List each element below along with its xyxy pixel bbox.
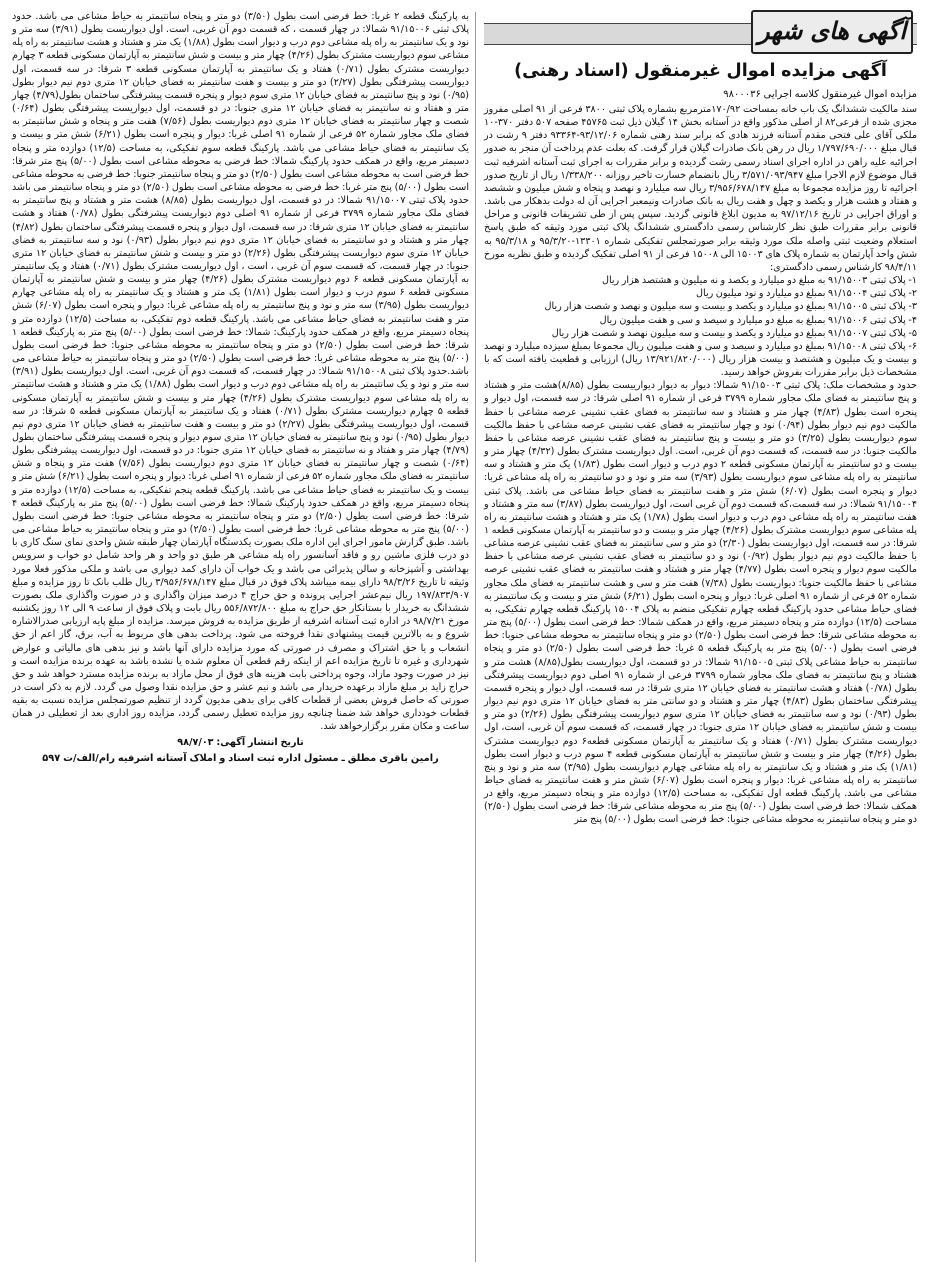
page-title: آگهی مزایده اموال غیرمنقول (اسناد رهنی)	[514, 61, 887, 81]
list-item: ۵- پلاک ثبتی ۹۱/۱۵۰۰۷ بمبلغ دو میلیارد و یکصد و بیست و سه میلیون نهصد و شصت هزار ریال	[551, 327, 917, 339]
body-paragraph: حدود و مشخصات ملک: پلاک ثبتی ۹۱/۱۵۰۰۳ شمالا: دیوار به دیوار دیوارییست بطول (۸/۸۵)هشت متر و هشتاد و پنج سانتیمتر به فضای ملک مجاور شماره ۳۷۹۹ فرعی از شماره ۹۱ اصلی شرقا: در سه قسمت، اول دیوار و پنجره است بطول (۴/۸۳) چهار متر و هشتاد و سه سانتیمتر به فضای عقب نشینی عرصه مشاعی با حفظ مالکیت دوم نیم دیوار بطول (۰/۹۴) نود و چهار سانتیمتر به فضای عقب نشینی عرصه مشاعی با حفظ مالکیت سوم دیواریست بطول (۳/۲۵) دو متر و بیست و پنج سانتیمتر به فضای عقب نشینی عرصه مشاعی با حفظ مالکیت جنوبا: در سه قسمت، که قسمت دوم آن غربی، است. اول دیواریست مشترک بطول (۴/۳۲) چهار متر و بیست و دو سانتیمتر به آپارتمان مسکونی قطعه ۲ دوم درب و دیوار است بطول (۱/۸۳) یک متر و هشتاد و سه سانتیمتر به راه پله مشاعی سوم دیواریست بطول (۳/۹۳) سه متر و نود و دو سانتیمتر به راه پله مشاعی غربا: دیوار و پنجره است بطول (۶/۰۷) شش متر و هفت سانتیمتر به فضای حیاط مشاعی می باشد. پلاک ثبتی ۹۱/۱۵۰۰۴ شمالا: در سه قسمت،که قسمت دوم آن غربی است، اول دیواریست بطول (۳/۸۷) سه متر و هشتاد و هفت سانتیمتر به راه پله مشاعی دوم درب و دیوار است بطول (۱/۷۸) یک متر و هشتاد و هشت سانتیمتر به راه پله مشاعی سوم دیواریست مشترک بطول (۴/۲۶) چهار متر و بیست و دو سانتیمتر به آپارتمان مسکونی قطعه ۱ شرقا: در سه قسمت، اول دیواریست بطول (۲/۳۰) دو متر و سی سانتیمتر به فضای عقب نشینی عرصه مشاعی با حفظ مالکیت دوم نیم دیوار بطول (۰/۹۲) نود و دو سانتیمتر به فضای عقب نشینی عرصه مشاعی با حفظ مالکیت سوم دیوار و پنجره است بطول (۴/۷۷) چهار متر و هشتاد و هفت سانتیمتر به فضای عقب نشینی عرصه مشاعی با حفظ مالکیت جنوبا: دیواریست بطول (۷/۳۸) هفت متر و سی و هشت سانتیمتر به فضای ملک مجاور شماره ۵۲ فرعی از شماره ۹۱ اصلی غربا: دیوار و پنجره است بطول (۶/۲۱) شش متر و بیست و یک سانتیمتر به فضای حیاط مشاعی حدود پارکینگ قطعه چهارم تفکیکی منضم به پلاک ۱۵۰۰۴ پارکینگ قطعه چهارم تفکیکی، به مساحت (۱۲/۵) دوازده متر و پنجاه دسیمتر مربع، واقع در همکف شمالا: خط فرضی است بطول (۵/۰۰) پنج متر به محوطه مشاعی شرقا: خط فرضی است بطول (۲/۵۰) دو متر و پنجاه سانتیمتر به محوطه مشاعی جنوبا: خط فرضی است بطول (۵/۰۰) پنج متر به پارکینگ قطعه ۵ غربا: خط فرضی است بطول (۲/۵۰) دو متر و پنجاه سانتیمتر به حیاط مشاعی پلاک ثبتی ۹۱/۱۵۰۰۵ شمالا: در دو قسمت، اول دیواریست بطول(۸/۸۵) هشت متر و هشتاد و پنج سانتیمتر به فضای ملک مجاور شماره ۳۷۹۹ فرعی از شماره ۹۱ اصلی دوم دیواریست پیشرفتگی بطول (۰/۷۸) هفتاد و هشت سانتیمتر به فضای خیابان ۱۲ متری شرقا: در سه قسمت، اول دیوار و پنجره قسمت پیشرفتگی ساختمان بطول (۴/۸۳) چهار متر و هشتاد و دو سانتی متر به فضای خیابان ۱۲ متری دوم نیم دیوار بطول (۰/۹۳) نود و سه سانتیمتر به فضای خیابان ۱۲ متری سوم دیواریست پیشرفتگی بطول (۲/۲۶) دو متر و بیست و شش سانتیمتر به فضای خیابان ۱۲ متری جنوبا: در چهار قسمت، که قسمت سوم آن غربی، است، اول دیواریست مشترک بطول (۰/۷۱) هفتاد و یک سانتیمتر به آپارتمان مسکونی قطعه۶ دوم دیواریست مشترک بطول (۴/۲۶) چهار متر و بیست و شش سانتیمتر به آپارتمان مسکونی قطعه ۴ سوم درب و دیوار است بطول (۱/۸۱) یک متر و هشتاد و یک سانتیمتر به راه پله مشاعی چهارم دیواریست بطول (۳/۹۵) سه متر و نود و پنج سانتیمتر به راه پله مشاعی غربا: دیوار و پنجره است بطول (۶/۰۷) شش متر و هفت سانتیمتر به فضای حیاط مشاعی می باشد. پارکینگ قطعه اول تفکیکی، به مساحت (۱۲/۵) دوازده متر و پنجاه دسیمتر مربع، واقع در همکف شمالا: خط فرضی است بطول (۵/۰۰) پنج متر به محوطه مشاعی شرقا: خط فرضی است بطول (۲/۵۰) دو متر و پنجاه سانتیمتر به محوطه مشاعی جنوبا: خط فرضی است بطول (۵/۰۰) پنج متر	[484, 380, 918, 826]
list-item: ۶- پلاک ثبتی ۹۱/۱۵۰۰۸ بمبلغ دو میلیارد و سیصد و سی و هفت میلیون ریال مجموعا بمبلغ سیزده میلیارد و نهصد و بیست و یک میلیون و هشتصد و بیست هزار ریال (۱۳/۹۲۱/۸۲۰/۰۰۰ ریال) ارزیابی و قطعیت یافته است که با مشخصات ذیل برابر مقررات بفروش خواهد رسید.	[484, 340, 917, 379]
section-banner	[484, 10, 917, 54]
list-item: ۱- پلاک ثبتی ۹۱/۱۵۰۰۳ به مبلغ دو میلیارد و یکصد و نه میلیون و هشتصد هزار ریال	[601, 275, 917, 287]
intro-paragraph: سند مالکیت ششدانگ یک باب خانه بمساحت ۱۷۰/۹۲مترمربع بشماره پلاک ثبتی ۳۸۰۰ فرعی از ۹۱ اصلی مفروز مجزی شده از فرعی۸۲ از اصلی مذکور واقع در آستانه بخش ۱۴ گیلان ذیل ثبت ۴۵۷۶۵ صفحه ۵۰۷ دفتر ۳۷۰-۱۰ ملکی آقای علی فتحی مقدم آستانه فرزند هادی که برابر سند رهنی شماره ۹۳/۱۲/۰۶-۹۳۳۶۴ دفتر ۹ رشت در قبال مبلغ ۱/۷۹۷/۶۹۰/۰۰۰ ریال در رهن بانک صادرات گیلان قرار گرفت. که بعلت عدم پرداخت آن منجر به صدور اجرائیه علیه راهن در اداره اجرای اسناد رسمی رشت گردیده و برابر مقررات به اجرای ثبت آستانه اشرفیه ثبت قبال موضوع لازم الاجرا مبلغ ۳/۵۷۱/۰۹۳/۹۴۷ ریال بانضمام خسارت تاخیر روزانه ۱/۳۳۸/۲۰۰ ریال از تاریخ صدور اجرائیه تا روز مزایده مجموعا به مبلغ ۳/۹۵۶/۶۷۸/۱۴۷ ریال سه میلیارد و نهصد و پنجاه و شش میلیون و ششصد و هفتاد و هشت هزار و یکصد و چهل و هفت ریال به بانک صادرات ونیمعبر اجرایی آن له دولت بدهکار می باشد. و اوراق اجرایی در تاریخ ۹۷/۱۲/۱۶ به مدیون ابلاغ قانونی گردید. سپس پس از طی تشریفات قانونی و مراحل قانونی برابر مقررات طبق نظر کارشناس رسمی دادگستری ششدانگ پلاک ثبتی مورد وثیقه که طبق پاسخ استعلام وضعیت ثبتی واصله ملک مورد وثیقه برابر صورتمجلس تفکیکی شماره ۱۳۳۰۱-۹۵/۳/۲۰ و ۹۵/۳/۱۸ به شش واحد آپارتمان به شماره پلاک های ۱۵۰۰۳ الی ۱۵۰۰۸ فرعی از ۹۱ اصلی تفکیک گردیده و طبق نظریه مورخ ۹۸/۴/۱۱ کارشناس رسمی دادگستری:	[484, 104, 917, 273]
list-item: ۴- پلاک ثبتی ۹۱/۱۵۰۰۶ بمبلغ به مبلغ دو میلیارد و سیصد و سی و هفت میلیون ریال	[599, 314, 917, 326]
right-column	[484, 8, 917, 827]
banner-tag: آگهی های شهر	[751, 10, 913, 54]
list-item: ۳- پلاک ثبتی ۹۱/۱۵۰۰۵ بمبلغ دو میلیارد و یکصد و بیست و سه میلیون و نهصد و شصت هزار ریال	[544, 301, 917, 313]
body-paragraph: به پارکینگ قطعه ۲ غربا: خط فرضی است بطول (۳/۵۰) دو متر و پنجاه سانتیمتر به حیاط مشاعی می باشد. حدود پلاک ثبتی ۹۱/۱۵۰۰۶ شمالا: در چهار قسمت ، که قسمت دوم آن غربی، است. اول دیواریست بطول (۳/۹۱) سه متر و نود و یک سانتیمتر به راه پله مشاعی دوم درب و دیوار است بطول (۱/۸۸) یک متر و هشتاد و هشت سانتیمتر به راه پله مشاعی سوم دیواریست مشترک بطول (۴/۲۶) چهار متر و بیست و شش سانتیمتر به آپارتمان مسکونی قطعه ۳ چهارم دیواریست مشترک بطول (۰/۷۱) هفتاد و یک سانتیمتر به آپارتمان مسکونی قطعه ۳ شرقا: در سه قسمت، اول دیواریست پیشرفتگی بطول (۲/۲۷) دو متر و بیست و هفت سانتیمتر به فضای خیابان ۱۲ متری دوم نیم دیوار بطول (۰/۹۵) نود و پنج سانتیمتر به فضای خیابان ۱۲ متری سوم دیوار و پنجره قسمت پیشرفتگی ساختمان بطول(۴/۷۹) چهار متر و هفتاد و نه سانتیمتر به فضای خیابان ۱۲ متری جنوبا: در دو قسمت، اول دیواریست پیشرفتگی بطول (۰/۶۴) شصت و چهار سانتیمتر به فضای خیابان ۱۲ متری دوم دیواریست بطول (۷/۵۶) هفت متر و پنجاه و شش سانتیمتر به فضای ملک مجاور شماره ۵۲ فرعی از شماره ۹۱ اصلی غربا: دیوار و پنجره است بطول (۶/۲۱) شش متر و بیست و یک سانتیمتر به فضای حیاط مشاعی می باشد. پارکینگ قطعه سوم تفکیکی، به مساحت (۱۲/۵) دوازده متر و پنجاه دسیمتر مربع، واقع در همکف حدود پارکینگ شمالا: خط فرضی به محوطه مشاعی است بطول (۵/۰۰) پنج متر شرقا: خط فرضی است به محوطه مشاعی است بطول (۲/۵۰) دو متر و پنجاه سانتیمتر جنوبا: خط فرضی به محوطه مشاعی است بطول (۵/۰۰) پنج متر غربا: خط فرضی به محوطه مشاعی است بطول (۲/۵۰) دو متر و پنجاه سانتیمتر می باشد حدود پلاک ثبتی ۹۱/۱۵۰۰۷ شمالا: در دو قسمت، اول دیواریست بطول (۸/۸۵) هشت متر و هشتاد و پنج سانتیمتر به فضای ملک مجاور شماره ۳۷۹۹ فرعی از شماره ۹۱ اصلی دوم دیواریست پیشرفتگی بطول (۰/۷۸) هفتاد و هشت سانتیمتر به فضای خیابان ۱۲ متری شرقا: در سه قسمت، اول دیوار و پنجره قسمت پیشرفتگی ساختمان بطول (۴/۸۲) چهار متر و هشتاد و دو سانتیمتر به فضای خیابان ۱۲ متری دوم نیم دیوار بطول (۰/۹۳) نود و سه سانتیمتر به فضای خیابان ۱۲ متری سوم دیواریست پیشرفتگی بطول (۲/۲۶) دو متر و بیست و شش سانتیمتر به فضای خیابان ۱۲ متری جنوبا: در چهار قسمت، که قسمت سوم آن غربی ، است ، اول دیواریست مشترک بطول (۰/۷۱) هفتاد و یک سانتیمتر به آپارتمان مسکونی قطعه ۶ دوم دیواریست مشترک بطول (۴/۲۶) چهار متر و بیست و شش سانتیمتر به آپارتمان مسکونی قطعه ۶ سوم درب و دیوار است بطول (۱/۸۱) یک متر و هشتاد و یک سانتیمتر به راه پله مشاعی چهارم دیواریست بطول (۳/۹۵) سه متر و نود و پنج سانتیمتر به راه پله مشاعی غربا: دیوار و پنجره است بطول (۶/۰۷) شش متر و هفت سانتیمتر به فضای حیاط مشاعی می باشد. پارکینگ قطعه دوم تفکیکی، به مساحت (۱۲/۵) دوازده متر و پنجاه دسیمتر مربع، واقع در همکف حدود پارکینگ: شمالا: خط فرضی است بطول (۵/۰۰) پنج متر به پارکینگ قطعه ۱ شرقا: خط فرضی است بطول (۲/۵۰) دو متر و پنجاه سانتیمتر به محوطه مشاعی جنوبا: خط فرضی است بطول (۵/۰۰) پنج متر به محوطه مشاعی غربا: خط فرضی است بطول (۲/۵۰) دو متر و پنجاه سانتیمتر به حیاط مشاعی می باشد.حدود پلاک ثبتی ۹۱/۱۵۰۰۸ شمالا: در چهار قسمت، که قسمت دوم آن غربی، است. اول دیواریست بطول (۳/۹۱) سه متر و نود و یک سانتیمتر به راه پله مشاعی دوم درب و دیوار است بطول (۱/۸۸) یک متر و هشتاد و هشت سانتیمتر به راه پله مشاعی سوم دیواریست مشترک بطول (۴/۲۶) چهار متر و بیست و شش سانتیمتر به آپارتمان مسکونی قطعه ۵ چهارم دیواریست مشترک بطول (۰/۷۱) هفتاد و یک سانتیمتر به آپارتمان مسکونی قطعه ۵ شرقا: در سه قسمت، اول دیواریست پیشرفتگی بطول (۲/۲۷) دو متر و بیست و هفت سانتیمتر به فضای خیابان ۱۲ متری دوم نیم دیوار بطول (۰/۹۵) نود و پنج سانتیمتر به فضای خیابان ۱۲ متری سوم دیوار و پنجره قسمت پیشرفتگی ساختمان بطول (۴/۷۹) چهار متر و هفتاد و نه سانتیمتر به فضای خیابان ۱۲ متری جنوبا: در دو قسمت، اول دیواریست پیشرفتگی بطول (۰/۶۴) شصت و چهار سانتیمتر به فضای خیابان ۱۲ متری دوم دیواریست بطول (۷/۵۶) هفت متر و پنجاه و شش سانتیمتر به فضای ملک مجاور شماره ۵۲ فرعی از شماره ۹۱ اصلی غربا: دیوار و پنجره است بطول (۶/۲۱) شش متر و بیست و یک سانتیمتر به فضای حیاط مشاعی می باشد. پارکینگ قطعه پنجم تفکیکی، به مساحت (۱۲/۵) دوازده متر و پنجاه دسیمتر مربع، واقع در همکف حدود پارکینگ شمالا: خط فرضی است بطول (۵/۰۰) پنج متر به پارکینگ قطعه ۴ شرقا: خط فرضی است بطول (۲/۵۰) دو متر و پنجاه سانتیمتر به محوطه مشاعی جنوبا: خط فرضی است بطول (۵/۰۰) پنج متر به محوطه مشاعی غربا: خط فرضی است بطول (۲/۵۰) دو متر و پنجاه سانتیمتر به حیاط مشاعی می باشد. طبق گزارش مامور اجرای این اداره ملک بصورت یکدستگاه آپارتمان چهار طبقه شش واحدی نمای سنگ کاری با دو درب فلزی ماشین رو و فاقد آسانسور راه پله مشاعی هر طبق دو واحد و هر واحد شامل دو خواب و سرویس بهداشتی و آشپزخانه و سالن پذیرائی می باشد و یک خواب آن دارای کمد دیواری می باشد و ملکی مذکور فعلا مورد وثیقه تا تاریخ ۹۸/۳/۲۶ دارای بیمه میباشد پلاک فوق در قبال مبلغ ۳/۹۵۶/۶۷۸/۱۴۷ ریال طلب بانک تا روز مزایده و مبلغ ۱۹۷/۸۳۳/۹۰۷ ریال نیم‌عشر اجرایی پرونده و حق حراج ۴ درصد میزان واگذاری و در صورت واگذاری ملک بصورت ششدانگ به خریدار با بستانکار حق حراج به مبلغ ۵۵۶/۸۷۲/۸۰۰ ریال بابت و پلاک فوق از ساعت ۹ الی ۱۲ روز یکشنبه مورخ ۹۸/۷/۲۱ در اداره ثبت آستانه اشرفیه از طریق مزایده به فروش میرسد. مزایده از مبلغ پایه ارزیابی صدرالاشاره شروع و به بالاترین قیمت پیشنهادی نقدا فروخته می شود. پرداخت بدهی های مربوط به آب، برق، گاز اعم از حق انشعاب و یا حق اشتراک و مصرف در صورتی که مورد مزایده دارای آنها باشد و نیز بدهی های مالیاتی و عوارض شهرداری و غیره تا تاریخ مزایده اعم از اینکه رقم قطعی آن معلوم شده یا نشده باشد به عهده برنده مزایده است و نیز در صورت وجود مازاد، وجوه پرداختی بابت هزینه های فوق از محل مازاد به برنده مزایده مسترد خواهد شد و حق حراج زاید بر مبلغ مازاد برعهده خریدار می باشد و نیم عشر و حق مزایده نقدا وصول می گردد. لازم به ذکر است در صورتی که حاصل فروش بعضی از قطعات کافی برای بدهی مدیون گردد از تنظیم صورتمجلس مزایده نسبت به بقیه قطعات خودداری خواهد شد ضمنا چنانچه روز مزایده تعطیل رسمی گردد، مزایده روز اداری بعد از تعطیلی در همان ساعت و مکان مقرر برگزارخواهد شد.	[12, 11, 470, 733]
newspaper-page	[8, 8, 925, 1271]
signature: رامین باقری مطلق ـ مسئول اداره ثبت اسناد و املاک آستانه اشرفیه رام/الف/ت ۵۹۷	[42, 752, 439, 764]
case-number: مزایده اموال غیرمنقول کلاسه اجرایی ۹۸۰۰۰۳۶	[723, 89, 917, 100]
column-divider	[475, 12, 476, 1262]
list-item: ۲- پلاک ثبتی ۹۱/۱۵۰۰۴ بمبلغ دو میلیارد و نود میلیون ریال	[696, 288, 917, 300]
publish-date: تاریخ انتشار آگهی: ۹۸/۷/۰۳	[177, 736, 304, 748]
left-column	[12, 10, 469, 765]
